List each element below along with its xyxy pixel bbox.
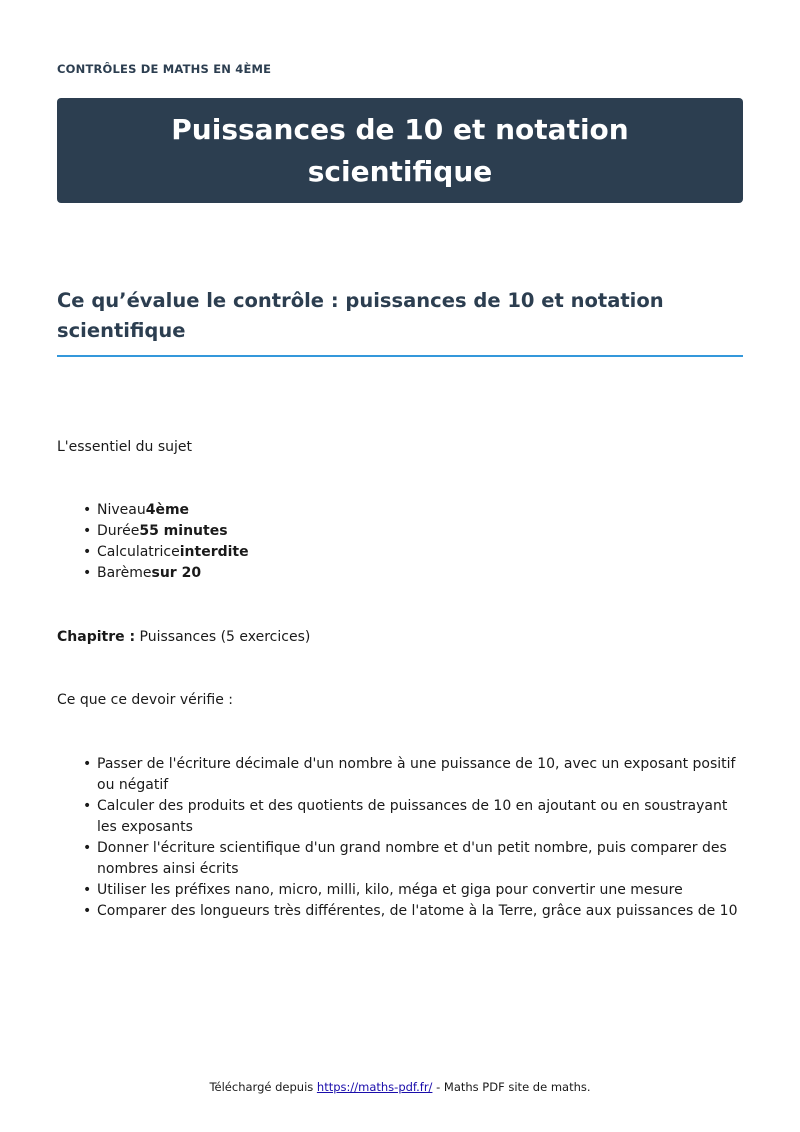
fact-label: Niveau xyxy=(97,502,146,518)
fact-value: sur 20 xyxy=(151,565,202,581)
fact-value: interdite xyxy=(179,544,249,560)
objective-item: • Calculer des produits et des quotients de puissances de 10 en ajoutant ou en soustrayant les exposants xyxy=(57,796,747,838)
footer xyxy=(0,1080,800,1094)
fact-label: Calculatrice xyxy=(97,544,180,560)
verifie-intro: Ce que ce devoir vérifie : xyxy=(57,692,234,708)
title-banner xyxy=(57,98,743,203)
fact-label: Barème xyxy=(97,565,152,581)
footer-suffix: - Maths PDF site de maths. xyxy=(432,1080,591,1094)
chapitre-label: Chapitre : xyxy=(57,629,136,645)
objective-item: • Utiliser les préfixes nano, micro, milli, kilo, méga et giga pour convertir une mesure xyxy=(57,880,747,901)
fact-label: Durée xyxy=(97,523,140,539)
section-heading-text: Ce qu’évalue le contrôle : puissances de 10 et notation scientifique xyxy=(57,289,664,342)
facts-list xyxy=(57,500,747,584)
objective-item: • Passer de l'écriture décimale d'un nombre à une puissance de 10, avec un exposant positif ou négatif xyxy=(57,754,747,796)
section-heading xyxy=(57,286,743,357)
page-title: Puissances de 10 et notation scientifique xyxy=(171,112,629,188)
fact-value: 55 minutes xyxy=(139,523,228,539)
objective-item: • Comparer des longueurs très différentes, de l'atome à la Terre, grâce aux puissances de 10 xyxy=(57,901,747,922)
fact-value: 4ème xyxy=(145,502,190,518)
footer-prefix: Téléchargé depuis xyxy=(209,1080,317,1094)
fact-item-bareme xyxy=(57,563,747,584)
footer-link[interactable]: https://maths-pdf.fr/ xyxy=(316,1080,433,1094)
fact-item-duree xyxy=(57,521,747,542)
series-label: CONTRÔLES DE MATHS EN 4ÈME xyxy=(57,62,272,76)
objectives-list xyxy=(57,754,747,922)
objective-item: • Donner l'écriture scientifique d'un grand nombre et d'un petit nombre, puis comparer des nombres ainsi écrits xyxy=(57,838,747,880)
fact-item-niveau xyxy=(57,500,747,521)
essentiel-intro: L'essentiel du sujet xyxy=(57,439,193,455)
chapitre-line xyxy=(57,627,310,648)
fact-item-calculatrice xyxy=(57,542,747,563)
chapitre-value: Puissances (5 exercices) xyxy=(135,629,311,645)
